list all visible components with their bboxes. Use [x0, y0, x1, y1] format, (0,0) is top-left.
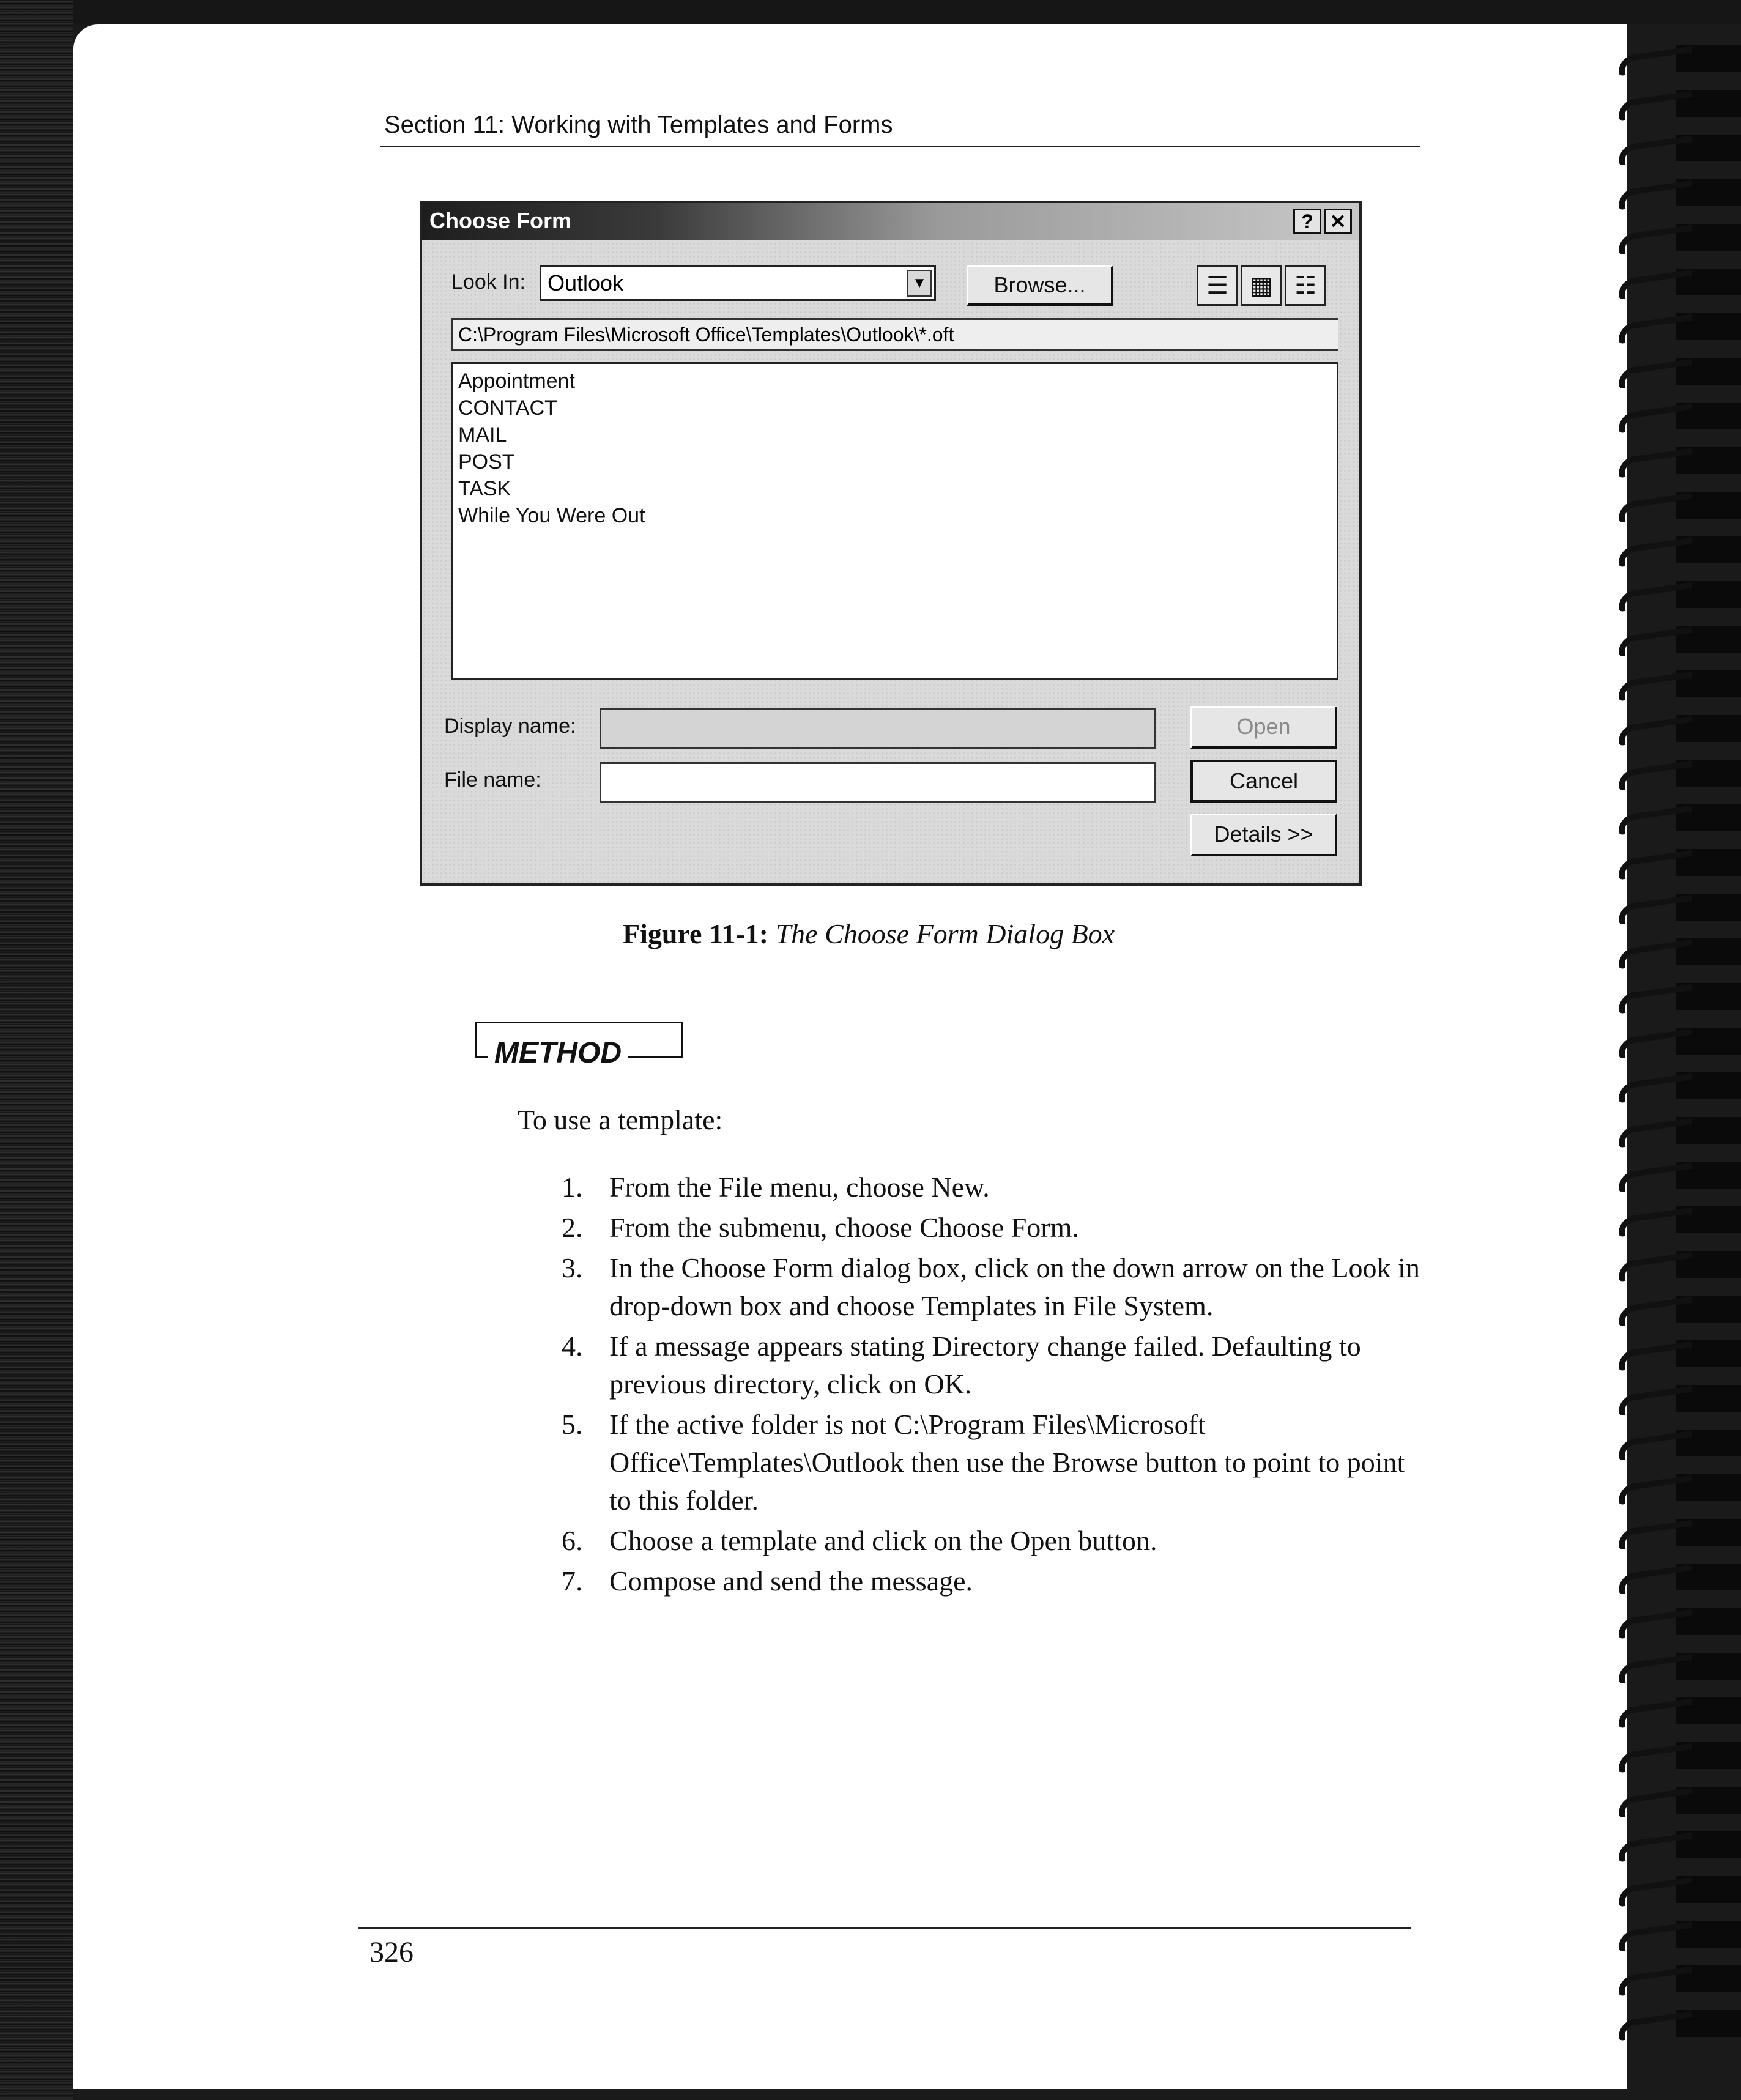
binding-coil: [1615, 1969, 1741, 1990]
binding-coil: [1615, 540, 1741, 561]
binding-coil: [1615, 138, 1741, 159]
binding-coil: [1615, 853, 1741, 874]
method-heading: METHOD: [488, 1036, 628, 1070]
scan-border-left: [0, 0, 73, 2100]
binding-coil: [1615, 1076, 1741, 1097]
list-item[interactable]: While You Were Out: [458, 504, 645, 527]
binding-coil: [1615, 94, 1741, 114]
binding-coil: [1615, 49, 1741, 70]
binding-coil: [1615, 1746, 1741, 1767]
binding-coil: [1615, 1299, 1741, 1320]
look-in-dropdown[interactable]: [540, 265, 936, 301]
browse-button[interactable]: Browse...: [967, 265, 1113, 306]
step-text: From the File menu, choose New.: [609, 1171, 990, 1203]
binding-coil: [1615, 1433, 1741, 1454]
properties-view-icon[interactable]: ☷: [1285, 265, 1326, 306]
cancel-button[interactable]: Cancel: [1190, 760, 1337, 803]
file-name-label: File name:: [444, 768, 541, 792]
binding-coil: [1615, 183, 1741, 204]
page-number: 326: [369, 1936, 414, 1968]
list-item[interactable]: Appointment: [458, 369, 575, 393]
list-item[interactable]: CONTACT: [458, 396, 557, 420]
step-text: Compose and send the message.: [609, 1565, 973, 1597]
footer-rule: [358, 1927, 1411, 1929]
binding-coil: [1615, 1523, 1741, 1543]
method-intro: To use a template:: [518, 1104, 723, 1135]
binding-coil: [1615, 1165, 1741, 1186]
scan-border-top: [0, 0, 1741, 24]
step-number: 5.: [562, 1409, 583, 1440]
binding-coil: [1615, 406, 1741, 427]
figure-label: Figure 11-1:: [623, 918, 769, 949]
open-button[interactable]: Open: [1190, 706, 1337, 749]
step-text: If the active folder is not C:\Program Files\Microsoft Office\Templates\Outlook then use the Browse button to point to point to this folder.: [609, 1409, 1405, 1516]
display-name-label: Display name:: [444, 714, 576, 738]
details-view-icon[interactable]: ▦: [1241, 265, 1282, 306]
close-button[interactable]: ✕: [1324, 209, 1352, 234]
binding-coil: [1615, 763, 1741, 784]
step-text: From the submenu, choose Choose Form.: [609, 1212, 1079, 1243]
dialog-title: Choose Form: [429, 208, 572, 233]
step-item: [562, 1249, 1430, 1325]
step-item: [562, 1522, 1430, 1560]
step-text: In the Choose Form dialog box, click on the down arrow on the Look in drop-down box and choose Templates in File System.: [609, 1252, 1420, 1321]
step-number: 7.: [562, 1565, 583, 1597]
step-text: If a message appears stating Directory change failed. Defaulting to previous directory, click on OK.: [609, 1330, 1361, 1400]
step-number: 3.: [562, 1252, 583, 1283]
step-text: Choose a template and click on the Open button.: [609, 1525, 1157, 1556]
step-number: 2.: [562, 1212, 583, 1243]
binding-coil: [1615, 1344, 1741, 1365]
display-name-field: [600, 708, 1156, 749]
step-number: 1.: [562, 1171, 583, 1203]
binding-coil: [1615, 1701, 1741, 1722]
step-item: [562, 1562, 1430, 1600]
binding-coil: [1615, 228, 1741, 248]
step-item: [562, 1168, 1430, 1206]
binding-coil: [1615, 674, 1741, 695]
binding-coil: [1615, 1612, 1741, 1633]
list-view-icon[interactable]: ☰: [1197, 265, 1238, 306]
list-item[interactable]: MAIL: [458, 423, 507, 447]
list-item[interactable]: TASK: [458, 477, 511, 500]
binding-coil: [1615, 451, 1741, 472]
section-header: Section 11: Working with Templates and Forms: [384, 111, 893, 138]
binding-coil: [1615, 808, 1741, 829]
binding-coil: [1615, 629, 1741, 650]
file-name-field[interactable]: [600, 762, 1156, 803]
list-item[interactable]: POST: [458, 450, 515, 473]
binding-coil: [1615, 1255, 1741, 1275]
binding-coil: [1615, 362, 1741, 382]
look-in-label: Look In:: [451, 270, 525, 294]
step-item: [562, 1406, 1430, 1519]
step-number: 6.: [562, 1525, 583, 1556]
binding-coil: [1615, 1478, 1741, 1499]
chevron-down-icon[interactable]: ▼: [907, 270, 932, 297]
binding-coil: [1615, 1567, 1741, 1588]
spiral-binding: [1615, 49, 1741, 2068]
binding-coil: [1615, 317, 1741, 338]
dialog-titlebar: [422, 203, 1359, 240]
path-field: C:\Program Files\Microsoft Office\Templates\Outlook\*.oft: [451, 318, 1338, 351]
figure-title: The Choose Form Dialog Box: [775, 918, 1115, 949]
binding-coil: [1615, 585, 1741, 606]
binding-coil: [1615, 2014, 1741, 2035]
binding-coil: [1615, 1031, 1741, 1052]
figure-caption: [623, 918, 1115, 950]
method-heading-box: [475, 1022, 683, 1070]
binding-coil: [1615, 1210, 1741, 1231]
binding-coil: [1615, 942, 1741, 963]
binding-coil: [1615, 272, 1741, 293]
binding-coil: [1615, 719, 1741, 740]
header-rule: [380, 146, 1420, 147]
binding-coil: [1615, 495, 1741, 516]
binding-coil: [1615, 1790, 1741, 1811]
binding-coil: [1615, 897, 1741, 918]
details-button[interactable]: Details >>: [1190, 814, 1337, 856]
binding-coil: [1615, 1121, 1741, 1141]
steps-list: [562, 1168, 1430, 1603]
binding-coil: [1615, 1389, 1741, 1409]
binding-coil: [1615, 987, 1741, 1007]
binding-coil: [1615, 1835, 1741, 1856]
binding-coil: [1615, 1924, 1741, 1945]
step-item: [562, 1209, 1430, 1247]
look-in-value: Outlook: [548, 270, 624, 295]
step-number: 4.: [562, 1330, 583, 1362]
binding-coil: [1615, 1657, 1741, 1677]
step-item: [562, 1327, 1430, 1403]
help-button[interactable]: ?: [1293, 209, 1321, 234]
forms-list[interactable]: [451, 362, 1338, 680]
binding-coil: [1615, 1880, 1741, 1901]
choose-form-dialog: [420, 201, 1362, 886]
